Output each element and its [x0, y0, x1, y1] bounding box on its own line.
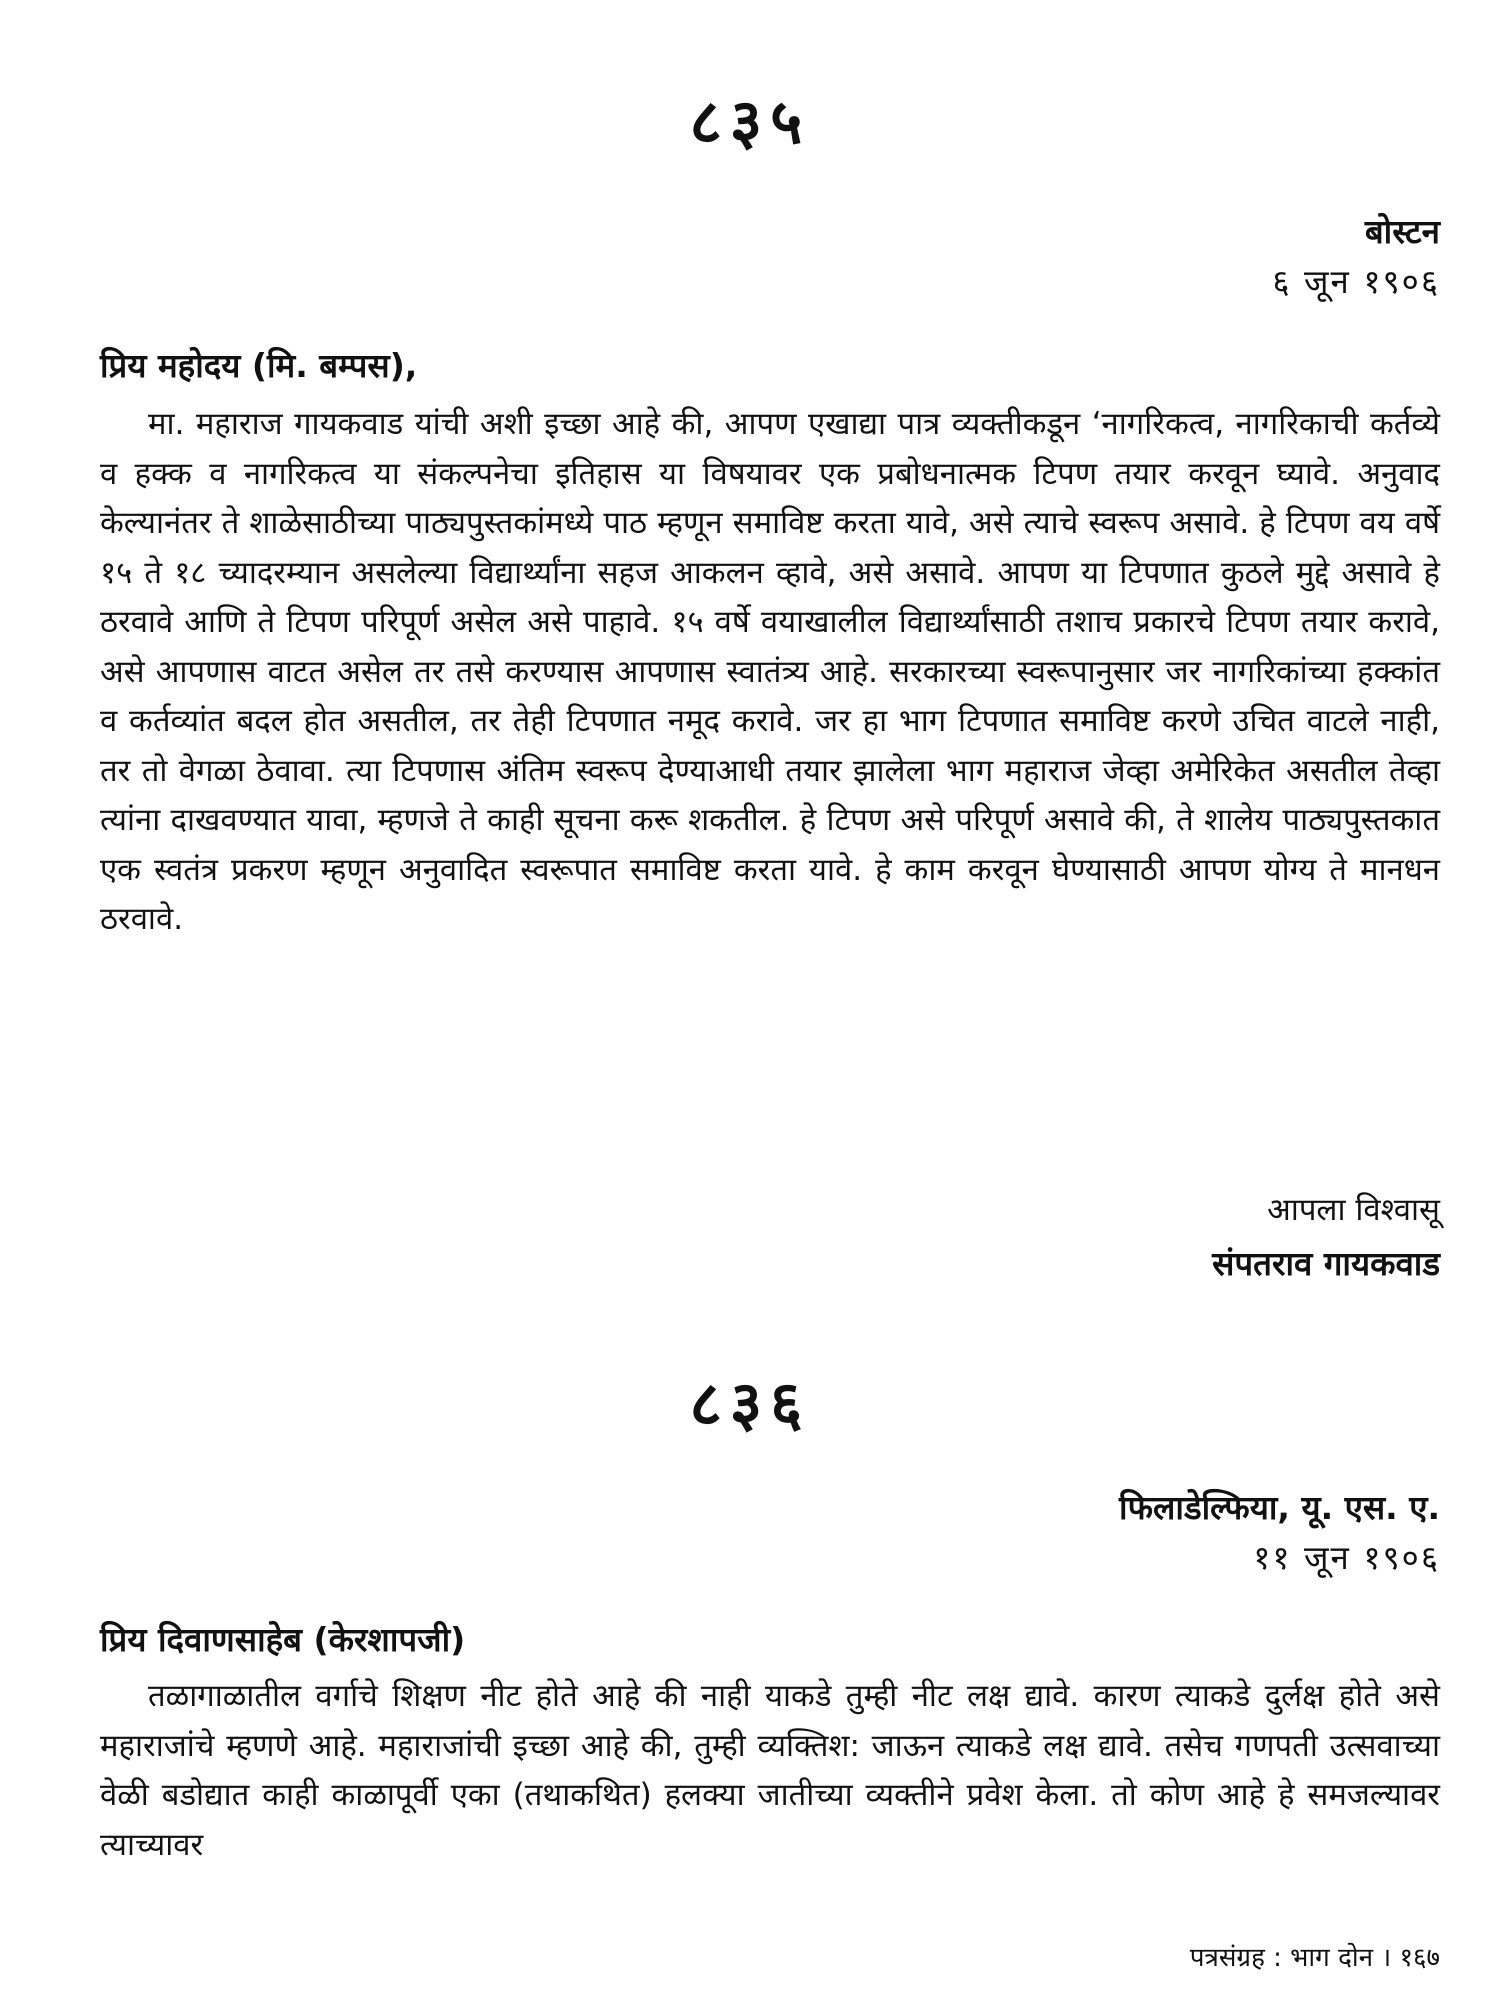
letter-place: बोस्टन — [1364, 212, 1440, 251]
letter-body: तळागाळातील वर्गाचे शिक्षण नीट होते आहे की नाही याकडे तुम्ही नीट लक्ष द्यावे. कारण त्याकडे दुर्लक्ष होते असे महाराजांचे म्हणणे आहे. महाराजांची इच्छा आहे की, तुम्ही व्यक्तिश: जाऊन त्याकडे लक्ष द्यावे. तसेच गणपती उत्सवाच्या वेळी बडोद्यात काही काळापूर्वी एका (तथाकथित) हलक्या जातीच्या व्यक्तीने प्रवेश केला. तो कोण आहे हे समजल्यावर त्याच्यावर — [100, 1678, 1440, 1863]
footer-page-number: १६७ — [1399, 1943, 1440, 1973]
letter-number: ८३६ — [689, 1367, 811, 1440]
page-footer — [1190, 1938, 1440, 1974]
letter-salutation: प्रिय महोदय (मि. बम्पस), — [100, 346, 418, 385]
letter-date: ६ जून १९०६ — [1272, 262, 1440, 301]
letter-signature: संपतराव गायकवाड — [1212, 1244, 1440, 1283]
letter-place: फिलाडेल्फिया, यू. एस. ए. — [1119, 1488, 1440, 1527]
footer-separator: । — [1381, 1943, 1392, 1973]
letter-number: ८३५ — [689, 85, 811, 158]
footer-book-title: पत्रसंग्रह : भाग दोन — [1189, 1943, 1374, 1973]
letter-closing: आपला विश्वासू — [1267, 1192, 1440, 1228]
letter-body: मा. महाराज गायकवाड यांची अशी इच्छा आहे की, आपण एखाद्या पात्र व्यक्तीकडून ‘नागरिकत्व, नागरिकाची कर्तव्ये व हक्क व नागरिकत्व या संकल्पनेचा इतिहास या विषयावर एक प्रबोधनात्मक टिपण तयार करवून घ्यावे. अनुवाद केल्यानंतर ते शाळेसाठीच्या पाठ्यपुस्तकांमध्ये पाठ म्हणून समाविष्ट करता यावे, असे त्याचे स्वरूप असावे. हे टिपण वय वर्षे १५ ते १८ च्यादरम्यान असलेल्या विद्यार्थ्यांना सहज आकलन व्हावे, असे असावे. आपण या टिपणात कुठले मुद्दे असावे हे ठरवावे आणि ते टिपण परिपूर्ण असेल असे पाहावे. १५ वर्षे वयाखालील विद्यार्थ्यांसाठी तशाच प्रकारचे टिपण तयार करावे, असे आपणास वाटत असेल तर तसे करण्यास आपणास स्वातंत्र्य आहे. सरकारच्या स्वरूपानुसार जर नागरिकांच्या हक्कांत व कर्तव्यांत बदल होत असतील, तर तेही टिपणात नमूद करावे. जर हा भाग टिपणात समाविष्ट करणे उचित वाटले नाही, तर तो वेगळा ठेवावा. त्या टिपणास अंतिम स्वरूप देण्याआधी तयार झालेला भाग महाराज जेव्हा अमेरिकेत असतील तेव्हा त्यांना दाखवण्यात यावा, म्हणजे ते काही सूचना करू शकतील. हे टिपण असे परिपूर्ण असावे की, ते शालेय पाठ्यपुस्तकात एक स्वतंत्र प्रकरण म्हणून अनुवादित स्वरूपात समाविष्ट करता यावे. हे काम करवून घेण्यासाठी आपण योग्य ते मानधन ठरवावे. — [100, 406, 1440, 937]
letter-salutation: प्रिय दिवाणसाहेब (केरशापजी) — [100, 1620, 466, 1659]
letter-date: ११ जून १९०६ — [1253, 1538, 1440, 1577]
